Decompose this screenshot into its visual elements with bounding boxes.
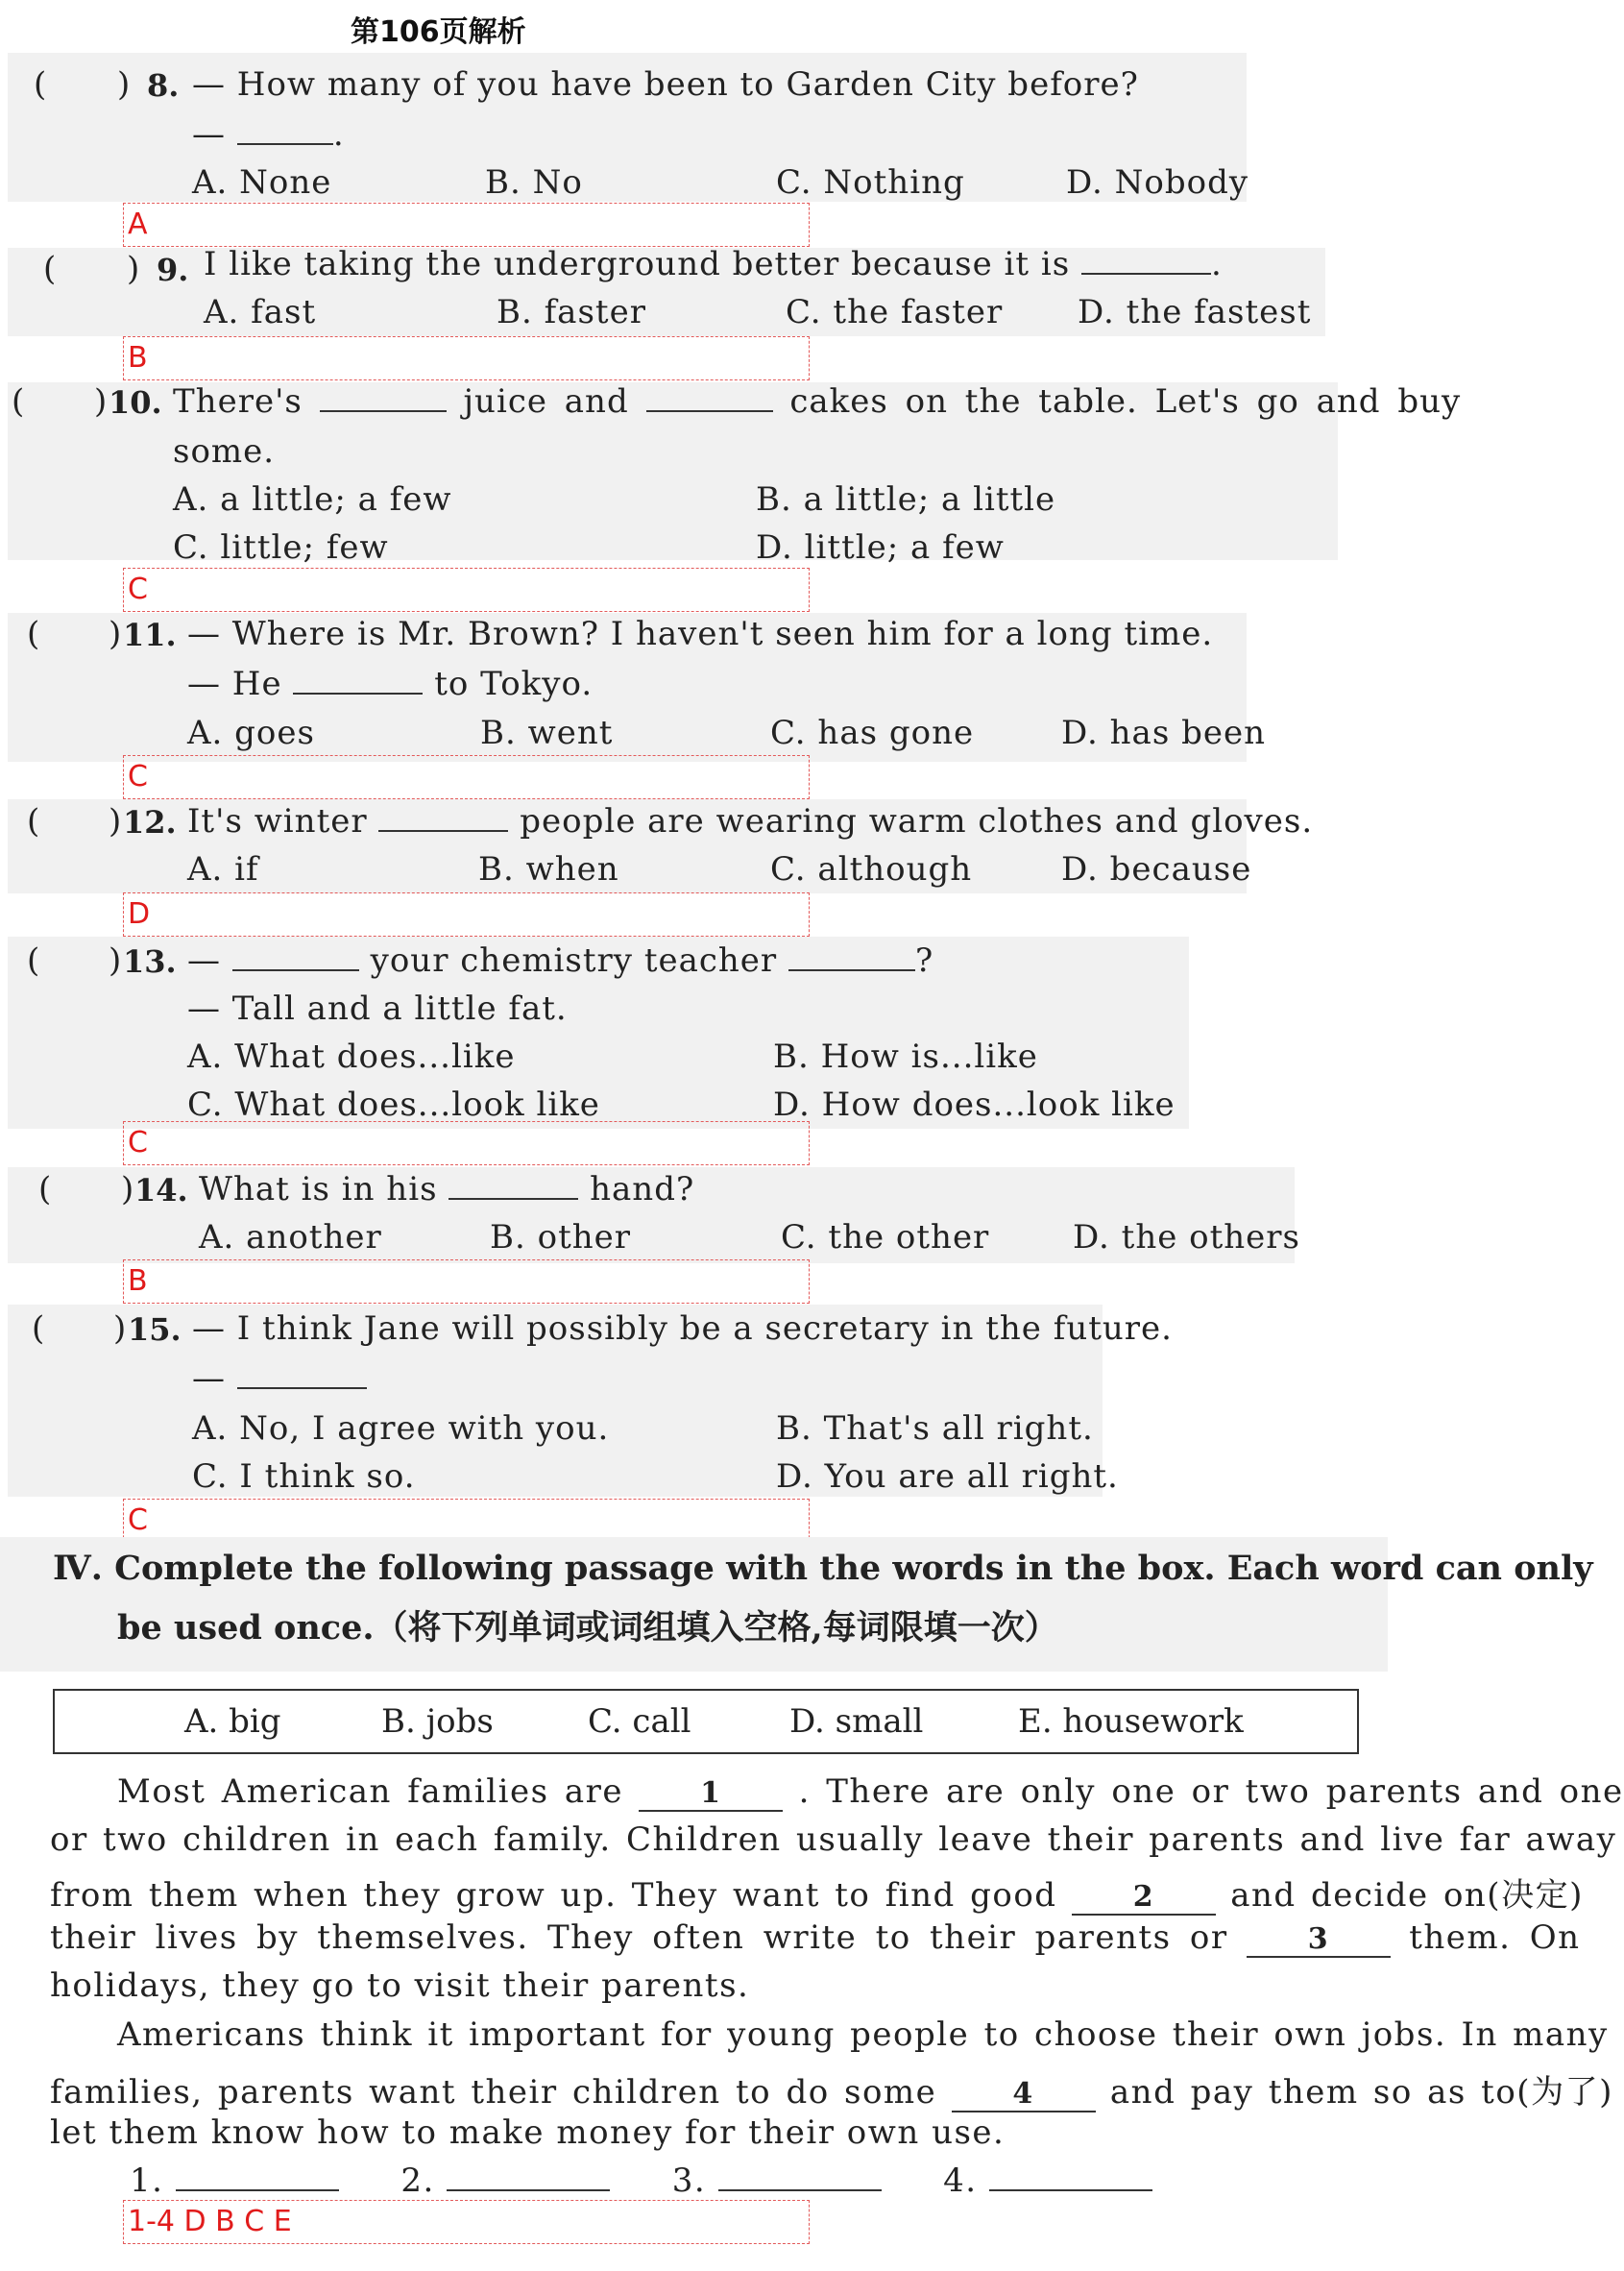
answer-box: A (123, 203, 810, 247)
option-a: A. another (199, 1218, 382, 1257)
option-c: C. the other (781, 1218, 990, 1257)
option-a: A. What does...like (187, 1038, 516, 1076)
option-d: D. How does...look like (773, 1086, 1176, 1124)
question-stem: It's winter people are wearing warm clothes and gloves. (187, 802, 1314, 841)
option-c: C. has gone (770, 714, 975, 752)
passage-line: let them know how to make money for their own use. (50, 2113, 1006, 2152)
passage-line: holidays, they go to visit their parents. (50, 1966, 750, 2005)
option-c: C. What does...look like (187, 1086, 600, 1124)
option-b: B. That's all right. (776, 1409, 1094, 1448)
answer-box: C (123, 568, 810, 612)
blank-4[interactable]: 4 (952, 2077, 1096, 2112)
option-b: B. other (490, 1218, 632, 1257)
passage-line: Most American families are 1 . There are only one or two parents and one (117, 1772, 1624, 1811)
option-b: B. a little; a little (756, 480, 1056, 519)
question-number: 15. (128, 1311, 182, 1348)
option-a: A. goes (187, 714, 315, 752)
answer-paren-open: ( (38, 1170, 52, 1209)
answer-line[interactable] (989, 2162, 1152, 2191)
passage-line: families, parents want their children to do some 4 and pay them so as to(为了) (50, 2073, 1613, 2112)
question-stem: There's juice and cakes on the table. Let's go and buy (173, 382, 1462, 421)
question-stem: I like taking the underground better because it is . (204, 245, 1223, 283)
answer-paren-close: ) (109, 615, 122, 653)
answer-paren-open: ( (27, 941, 40, 980)
passage-line: or two children in each family. Children usually leave their parents and live far away (50, 1820, 1617, 1859)
answer-paren-open: ( (12, 382, 25, 421)
option-a: A. a little; a few (173, 480, 452, 519)
passage-line: Americans think it important for young people to choose their own jobs. In many (117, 2015, 1609, 2054)
option-c: C. Nothing (776, 163, 965, 202)
answer-paren-close: ) (109, 802, 122, 841)
answer-paren-close: ) (121, 1170, 134, 1209)
answer-box: C (123, 755, 810, 799)
question-stem: What is in his hand? (199, 1170, 695, 1209)
blank-1[interactable]: 1 (639, 1776, 783, 1812)
answer-paren-close: ) (117, 65, 131, 104)
option-a: A. if (187, 850, 259, 889)
question-stem: — Where is Mr. Brown? I haven't seen him for a long time. (187, 615, 1214, 653)
question-number: 13. (123, 943, 177, 980)
question-number: 11. (123, 617, 177, 653)
word-option: E. housework (1018, 1702, 1244, 1741)
answer-lines: 1. 2. 3. 4. (130, 2161, 1152, 2200)
answer-box: B (123, 1259, 810, 1304)
option-c: C. although (770, 850, 973, 889)
answer-paren-close: ) (109, 941, 122, 980)
question-stem-2: — . (192, 115, 345, 154)
option-a: A. None (192, 163, 332, 202)
option-d: D. has been (1061, 714, 1266, 752)
option-c: C. the faster (786, 293, 1004, 331)
option-b: B. How is...like (773, 1038, 1038, 1076)
blank-3[interactable]: 3 (1247, 1922, 1391, 1958)
answer-line[interactable] (176, 2162, 339, 2191)
option-d: D. because (1061, 850, 1252, 889)
answer-paren-open: ( (27, 615, 40, 653)
answer-paren-open: ( (43, 250, 57, 288)
question-stem: — your chemistry teacher ? (187, 941, 934, 980)
answer-line[interactable] (447, 2162, 610, 2191)
option-a: A. fast (204, 293, 317, 331)
answer-paren-open: ( (34, 65, 47, 104)
answer-box: C (123, 1121, 810, 1165)
question-number: 12. (123, 804, 177, 841)
answer-box: C (123, 1499, 810, 1543)
word-option: C. call (588, 1702, 691, 1741)
answer-box: D (123, 892, 810, 937)
passage-line: their lives by themselves. They often write to their parents or 3 them. On (50, 1918, 1581, 1957)
option-d: D. the others (1073, 1218, 1301, 1257)
answer-box: B (123, 336, 810, 380)
option-c: C. little; few (173, 528, 389, 567)
answer-paren-close: ) (94, 382, 108, 421)
section-numeral: Ⅳ. (53, 1549, 103, 1588)
answer-box: 1-4 D B C E (123, 2200, 810, 2244)
option-d: D. little; a few (756, 528, 1005, 567)
question-stem-2: — (192, 1359, 367, 1398)
section-title-line-1: Ⅳ. Complete the following passage with the words in the box. Each word can only (53, 1549, 1593, 1588)
question-number: 8. (147, 67, 180, 104)
option-b: B. faster (497, 293, 646, 331)
question-stem: — How many of you have been to Garden City before? (192, 65, 1139, 104)
answer-line[interactable] (718, 2162, 882, 2191)
page-title: 第106页解析 (351, 15, 526, 49)
option-d: D. Nobody (1066, 163, 1249, 202)
question-stem-2: some. (173, 432, 276, 471)
word-box (53, 1689, 1359, 1754)
answer-paren-open: ( (32, 1309, 45, 1348)
question-stem: — I think Jane will possibly be a secretary in the future. (192, 1309, 1173, 1348)
word-option: D. small (789, 1702, 924, 1741)
option-b: B. No (485, 163, 583, 202)
option-c: C. I think so. (192, 1457, 416, 1496)
option-d: D. the fastest (1078, 293, 1312, 331)
word-option: A. big (184, 1702, 281, 1741)
passage-line: from them when they grow up. They want to find good 2 and decide on(决定) (50, 1876, 1584, 1915)
question-stem-2: — He to Tokyo. (187, 665, 594, 703)
question-stem-2: — Tall and a little fat. (187, 989, 568, 1028)
question-number: 9. (157, 252, 189, 288)
section-title-line-2: be used once.（将下列单词或词组填入空格,每词限填一次） (117, 1608, 1058, 1648)
option-a: A. No, I agree with you. (192, 1409, 610, 1448)
answer-paren-close: ) (127, 250, 140, 288)
option-b: B. when (478, 850, 619, 889)
option-b: B. went (480, 714, 614, 752)
option-d: D. You are all right. (776, 1457, 1119, 1496)
question-number: 10. (109, 384, 162, 421)
word-option: B. jobs (381, 1702, 494, 1741)
blank-2[interactable]: 2 (1072, 1880, 1216, 1916)
answer-paren-open: ( (27, 802, 40, 841)
answer-paren-close: ) (113, 1309, 127, 1348)
question-number: 14. (134, 1172, 188, 1209)
